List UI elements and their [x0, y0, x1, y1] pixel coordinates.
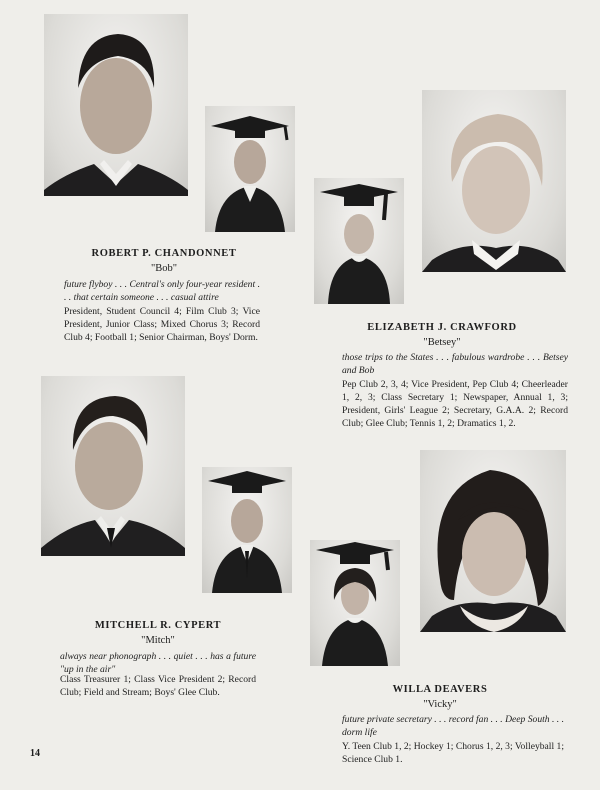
- robert-activities: President, Student Council 4; Film Club 3; Vice President, Junior Class; Mixed Chorus 3; Record Club 4; Football 1; Senior Chairman, Boys' Dorm.: [64, 306, 260, 343]
- mitchell-nickname: "Mitch": [141, 635, 175, 646]
- mitchell-portrait-photo: [41, 376, 185, 556]
- willa-graduation-photo: [310, 540, 400, 666]
- elizabeth-activities: Pep Club 2, 3, 4; Vice President, Pep Club 4; Cheerleader 1, 2, 3; Class Secretary 1; Newspaper, Annual 1, 3; President, Girls' League 2; Secretary, G.A.A. 2; Record Club; Glee Club; Tennis 1, 2; Dramatics 1, 2.: [342, 379, 568, 429]
- willa-quote: future private secretary . . . record fan . . . Deep South . . . dorm life: [342, 714, 564, 738]
- robert-graduation-photo: [205, 106, 295, 232]
- elizabeth-graduation-photo: [314, 178, 404, 304]
- mitchell-activities: Class Treasurer 1; Class Vice President 2; Record Club; Field and Stream; Boys' Glee Club.: [60, 674, 256, 698]
- robert-name: ROBERT P. CHANDONNET: [91, 248, 237, 259]
- willa-activities: Y. Teen Club 1, 2; Hockey 1; Chorus 1, 2, 3; Volleyball 1; Science Club 1.: [342, 741, 564, 765]
- robert-portrait-photo: [44, 14, 188, 196]
- elizabeth-name: ELIZABETH J. CRAWFORD: [367, 322, 517, 333]
- page-number: 14: [30, 748, 40, 759]
- robert-nickname: "Bob": [150, 263, 178, 274]
- mitchell-graduation-photo: [202, 467, 292, 593]
- elizabeth-nickname: "Betsey": [423, 337, 461, 348]
- willa-portrait-photo: [420, 450, 566, 632]
- robert-quote: future flyboy . . . Central's only four-year resident . . . that certain someone . . . casual attire: [64, 279, 260, 303]
- mitchell-quote: always near phonograph . . . quiet . . . has a future "up in the air": [60, 651, 256, 675]
- mitchell-name: MITCHELL R. CYPERT: [94, 620, 222, 631]
- elizabeth-quote: those trips to the States . . . fabulous wardrobe . . . Betsey and Bob: [342, 352, 568, 376]
- willa-name: WILLA DEAVERS: [392, 684, 488, 695]
- elizabeth-portrait-photo: [422, 90, 566, 272]
- willa-nickname: "Vicky": [423, 699, 457, 710]
